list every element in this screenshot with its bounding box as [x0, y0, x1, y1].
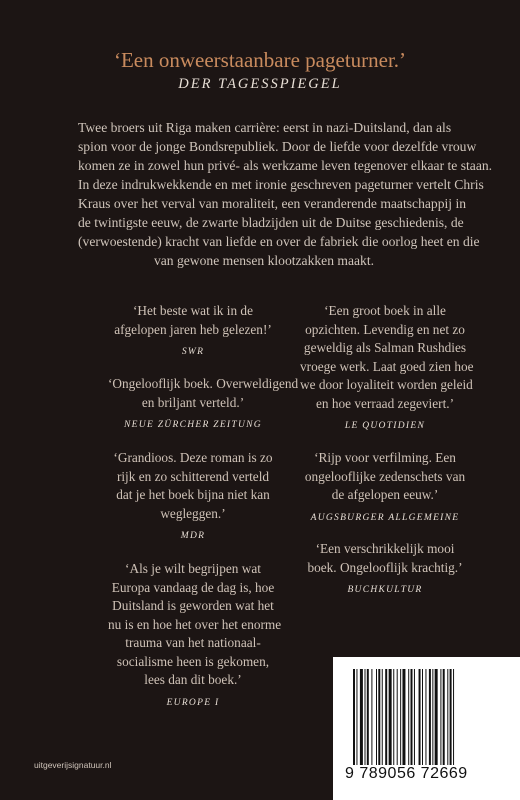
quote-line: ‘Rijp voor verfilming. Een: [314, 450, 456, 465]
quote-line: boek. Ongelooflijk krachtig.’: [307, 559, 463, 575]
quote-line: ‘Een groot boek in alle: [324, 303, 446, 318]
barcode-icon: [353, 669, 513, 765]
barcode-bar: [408, 669, 409, 765]
barcode-bar: [429, 669, 431, 765]
quote-source: LE QUOTIDIEN: [344, 421, 426, 431]
quote-line: ‘Grandioos. Deze roman is zo: [113, 450, 273, 465]
barcode-bar: [443, 669, 445, 765]
barcode-bar: [422, 669, 423, 765]
quote-line: en hoe verraad zegeviert.’: [315, 395, 455, 411]
blurb-line: In deze indrukwekkende en met ironie geschreven pageturner vertelt Chris: [78, 177, 484, 192]
barcode-bar: [400, 669, 401, 765]
quote-line: socialisme heen is gekomen,: [116, 653, 270, 669]
quote-line: Europa vandaag de dag is, hoe: [111, 579, 275, 595]
quote-line: ‘Een verschrikkelijk mooi: [315, 541, 455, 556]
barcode-bar: [360, 669, 363, 765]
barcode-bar: [378, 669, 380, 765]
isbn-number: 9 789056 72669: [345, 765, 468, 782]
barcode-bar: [432, 669, 433, 765]
blurb-line: (verwoestende) kracht van liefde en over de fabriek die oorlog heet en die: [78, 234, 480, 249]
barcode-bar: [450, 669, 452, 765]
blurb-line: komen ze in zowel hun privé- als werkzame leven tegenover elkaar te staan.: [78, 158, 493, 173]
isbn-barcode: [333, 657, 520, 800]
quote-line: afgelopen jaren heb gelezen!’: [114, 321, 272, 337]
barcode-bar: [419, 669, 421, 765]
barcode-bar: [376, 669, 377, 765]
quote-source: AUGSBURGER ALLGEMEINE: [310, 512, 460, 523]
barcode-bar: [397, 669, 398, 765]
blurb-line: Kraus over het verval van moraliteit, een veranderende maatschappij in: [78, 196, 467, 211]
blurb-line: van gewone mensen klootzakken maakt.: [153, 253, 375, 268]
quote-source: EUROPE I: [166, 697, 220, 708]
quote-source: MDR: [180, 531, 206, 541]
quote-line: geweldig als Salman Rushdies: [303, 340, 467, 355]
review-quote-augsburger: [300, 449, 470, 527]
quote-line: ‘Het beste wat ik in de: [132, 303, 253, 318]
quote-line: ongelooflijke zedenschets van: [304, 468, 466, 484]
review-quote-buchkultur: [300, 540, 470, 600]
barcode-bar: [385, 669, 387, 765]
barcode-bar: [353, 669, 355, 765]
barcode-bar: [411, 669, 413, 765]
quote-line: trauma van het nationaal-: [125, 635, 261, 650]
barcode-bar: [382, 669, 383, 765]
quote-source: BUCHKULTUR: [347, 585, 423, 595]
review-quote-swr: [108, 302, 278, 362]
barcode-bar: [402, 669, 405, 765]
review-quote-nzz: [108, 375, 299, 435]
quote-line: wegleggen.’: [160, 505, 226, 521]
barcode-bar: [425, 669, 426, 765]
quote-line: dat je het boek bijna niet kan: [116, 487, 270, 502]
barcode-bar: [440, 669, 441, 765]
barcode-bar: [356, 669, 357, 765]
quote-line: opzichten. Levendig en net zo: [305, 321, 465, 337]
blurb-line: de twintigste eeuw, de zwarte bladzijden uit de Duitse geschiedenis, de: [78, 215, 464, 230]
barcode-bar: [447, 669, 448, 765]
review-quote-europe-1: [108, 560, 282, 712]
publisher-website: uitgeverijsignatuur.nl: [34, 760, 112, 770]
review-quote-le-quotidien: [300, 302, 474, 436]
barcode-bar: [435, 669, 438, 765]
headline-quote: ‘Een onweerstaanbare pageturner.’: [113, 48, 407, 72]
quote-line: nu is en hoe het over het enorme: [108, 616, 282, 632]
blurb-text: [78, 118, 493, 270]
quote-line: en briljant verteld.’: [141, 394, 245, 410]
quote-line: lees dan dit boek.’: [144, 672, 242, 687]
review-quote-mdr: [108, 449, 278, 546]
quote-source: NEUE ZÜRCHER ZEITUNG: [124, 420, 262, 430]
quote-line: de afgelopen eeuw.’: [331, 487, 439, 502]
quote-line: ‘Ongelooflijk boek. Overweldigend: [108, 376, 299, 391]
barcode-bar: [389, 669, 392, 765]
quote-line: we door loyaliteit worden geleid: [300, 377, 473, 392]
barcode-bar: [371, 669, 372, 765]
barcode-bar: [414, 669, 415, 765]
quote-line: vroege werk. Laat goed zien hoe: [300, 358, 474, 374]
barcode-bar: [365, 669, 366, 765]
quote-source: SWR: [181, 347, 205, 357]
headline-source: DER TAGESSPIEGEL: [178, 76, 342, 92]
blurb-line: spion voor de jonge Bondsrepubliek. Door de liefde voor dezelfde vrouw: [78, 139, 477, 154]
quote-line: Duitsland is geworden wat het: [112, 598, 274, 613]
barcode-bar: [367, 669, 369, 765]
quote-line: rijk en zo schitterend verteld: [116, 468, 270, 484]
barcode-bar: [453, 669, 454, 765]
blurb-line: Twee broers uit Riga maken carrière: eerst in nazi-Duitsland, dan als: [78, 120, 452, 135]
quote-line: ‘Als je wilt begrijpen wat: [125, 561, 261, 576]
barcode-bar: [393, 669, 394, 765]
